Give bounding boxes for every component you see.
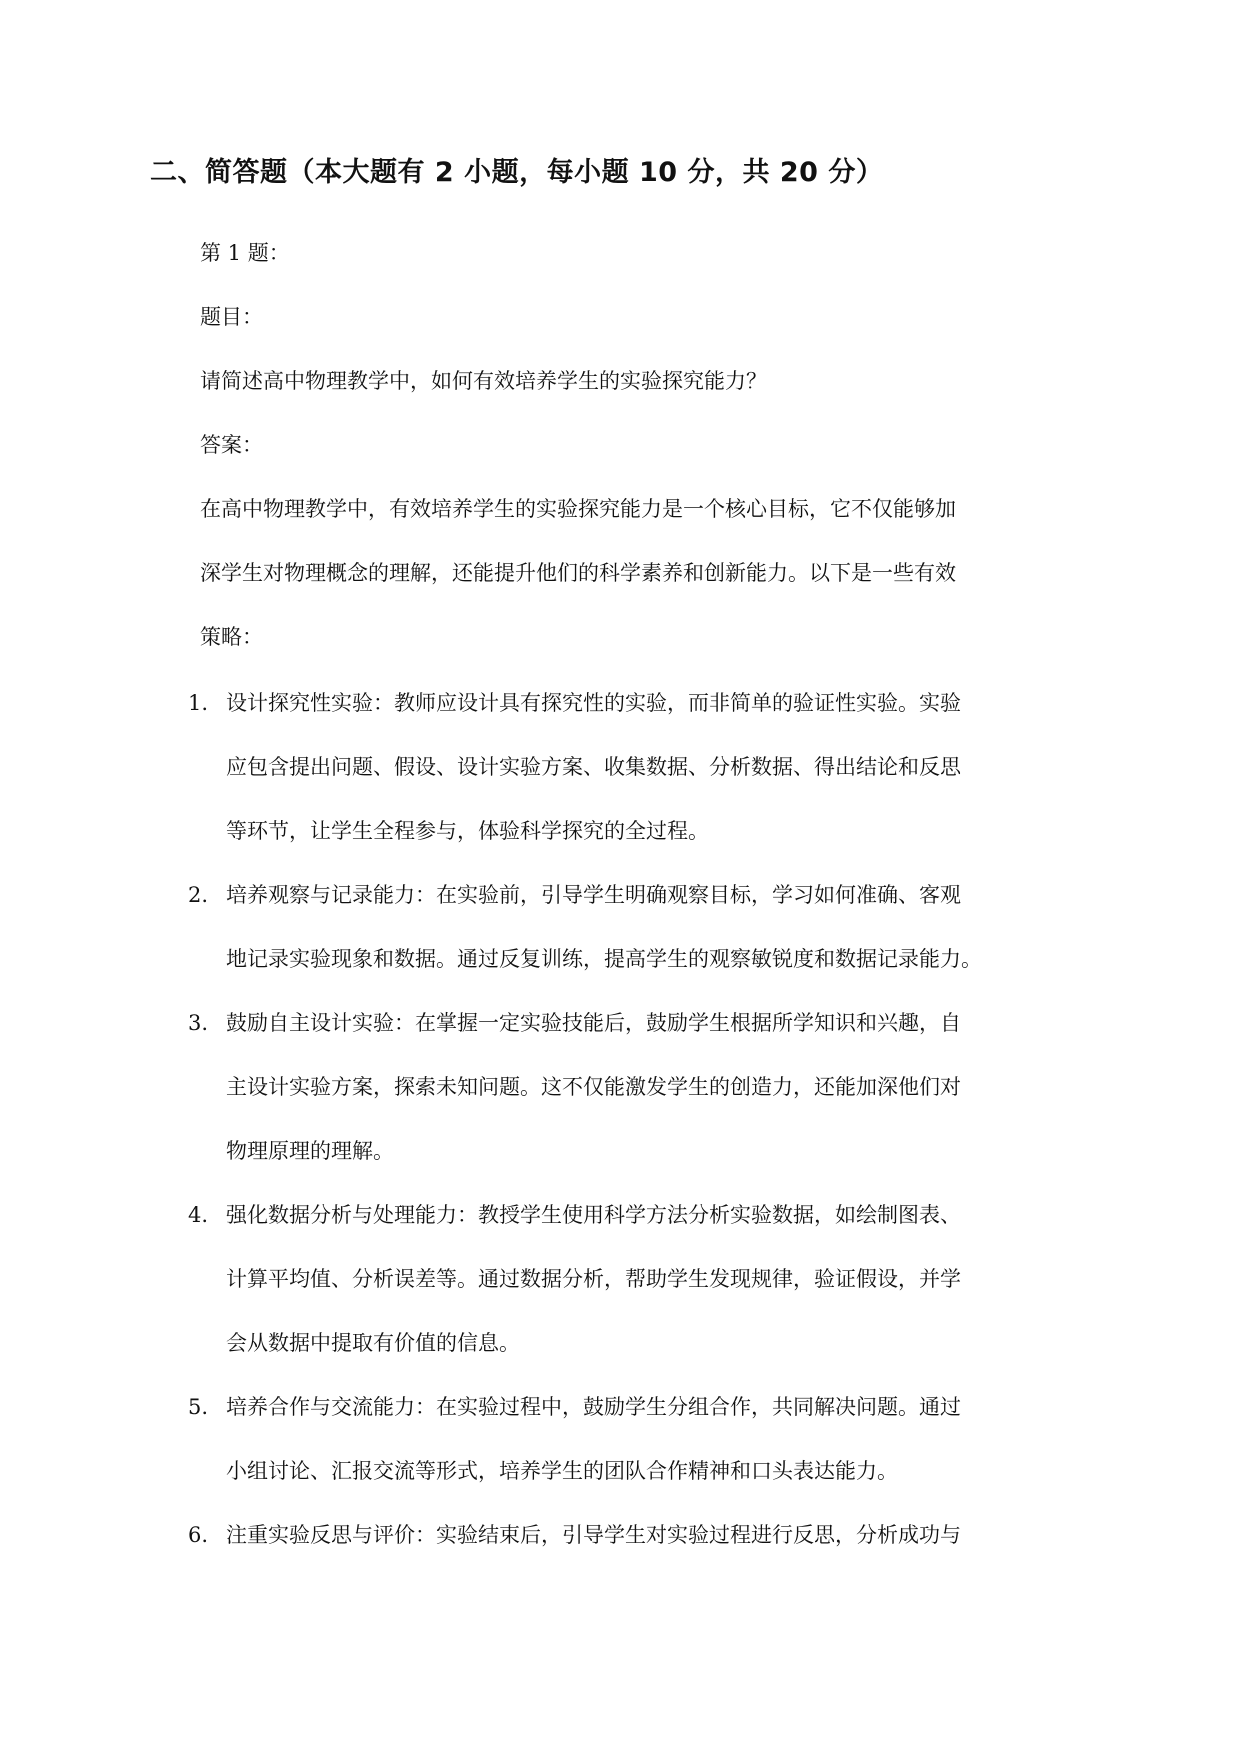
- list-item-line: 等环节，让学生全程参与，体验科学探究的全过程。: [226, 819, 709, 843]
- list-item-line: 培养观察与记录能力：在实验前，引导学生明确观察目标，学习如何准确、客观: [226, 883, 961, 907]
- list-item: [188, 1200, 1088, 1392]
- list-item-number: 4.: [188, 1203, 209, 1227]
- list-item: [188, 688, 1088, 880]
- list-item: [188, 1008, 1088, 1200]
- list-item-line: 鼓励自主设计实验：在掌握一定实验技能后，鼓励学生根据所学知识和兴趣，自: [226, 1011, 961, 1035]
- list-item: [188, 1392, 1088, 1520]
- list-item-number: 1.: [188, 691, 209, 715]
- list-item-number: 2.: [188, 883, 209, 907]
- list-item-line: 培养合作与交流能力：在实验过程中，鼓励学生分组合作，共同解决问题。通过: [226, 1395, 961, 1419]
- list-item-line: 注重实验反思与评价：实验结束后，引导学生对实验过程进行反思，分析成功与: [226, 1523, 961, 1547]
- list-item-number: 6.: [188, 1523, 209, 1547]
- list-item-line: 强化数据分析与处理能力：教授学生使用科学方法分析实验数据，如绘制图表、: [226, 1203, 961, 1227]
- strategy-list: [188, 688, 1088, 1584]
- list-item: [188, 1520, 1088, 1584]
- list-item-line: 主设计实验方案，探索未知问题。这不仅能激发学生的创造力，还能加深他们对: [226, 1075, 961, 1099]
- list-item-line: 计算平均值、分析误差等。通过数据分析，帮助学生发现规律，验证假设，并学: [226, 1267, 961, 1291]
- list-item-line: 地记录实验现象和数据。通过反复训练，提高学生的观察敏锐度和数据记录能力。: [226, 947, 982, 971]
- intro-line: 深学生对物理概念的理解，还能提升他们的科学素养和创新能力。以下是一些有效: [200, 561, 956, 585]
- list-item-line: 设计探究性实验：教师应设计具有探究性的实验，而非简单的验证性实验。实验: [226, 691, 961, 715]
- answer-label: 答案：: [200, 433, 263, 457]
- list-item-line: 会从数据中提取有价值的信息。: [226, 1331, 520, 1355]
- intro-line: 在高中物理教学中，有效培养学生的实验探究能力是一个核心目标，它不仅能够加: [200, 497, 956, 521]
- list-item-line: 小组讨论、汇报交流等形式，培养学生的团队合作精神和口头表达能力。: [226, 1459, 898, 1483]
- question-topic-label: 题目：: [200, 305, 263, 329]
- list-item-line: 物理原理的理解。: [226, 1139, 394, 1163]
- list-item-number: 5.: [188, 1395, 209, 1419]
- question-prompt: 请简述高中物理教学中，如何有效培养学生的实验探究能力？: [200, 369, 767, 393]
- intro-line: 策略：: [200, 625, 263, 649]
- section-title: 二、简答题（本大题有 2 小题，每小题 10 分，共 20 分）: [150, 157, 884, 188]
- question-number-label: 第 1 题：: [200, 241, 290, 265]
- list-item-number: 3.: [188, 1011, 209, 1035]
- list-item: [188, 880, 1088, 1008]
- list-item-line: 应包含提出问题、假设、设计实验方案、收集数据、分析数据、得出结论和反思: [226, 755, 961, 779]
